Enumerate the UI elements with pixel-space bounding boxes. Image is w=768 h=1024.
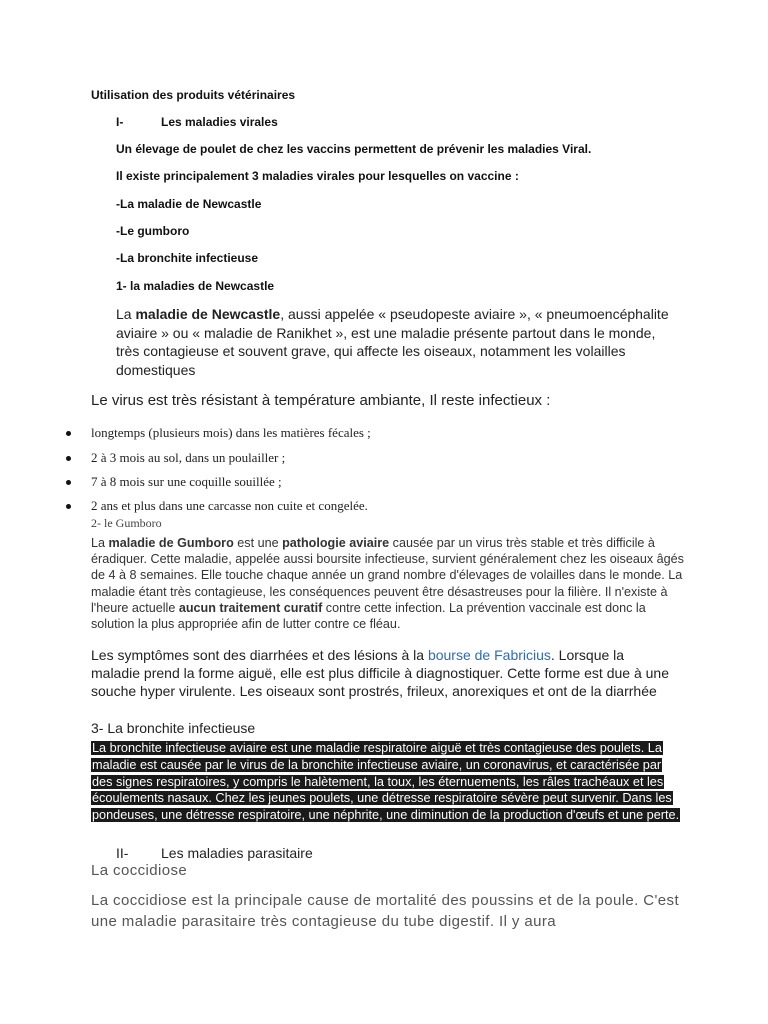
coccidiose-paragraph: La coccidiose est la principale cause de mortalité des poussins et de la poule. C'est une maladie parasitaire très contagieuse du tube digestif. Il y aura: [91, 892, 680, 930]
viral-diseases-intro: Il existe principalement 3 maladies virales pour lesquelles on vaccine :: [116, 169, 519, 183]
newcastle-bold-term: maladie de Newcastle: [135, 306, 281, 322]
document-title: Utilisation des produits vétérinaires: [91, 88, 296, 102]
disease-item-gumboro: -Le gumboro: [116, 224, 190, 238]
bronchite-heading: 3- La bronchite infectieuse: [91, 720, 256, 736]
virus-list-item: 7 à 8 mois sur une coquille souillée ;: [91, 474, 282, 489]
disease-item-newcastle: -La maladie de Newcastle: [116, 197, 262, 211]
bullet-dot: [66, 431, 71, 436]
bullet-dot: [66, 456, 71, 461]
newcastle-paragraph: La maladie de Newcastle, aussi appelée « pseudopeste aviaire », « pneumoencéphalite aviaire » ou « maladie de Ranikhet », est une maladie présente partout dans le monde, très contagieuse et souvent grave, qui affecte les oiseaux, notamment les volailles domestiques: [116, 306, 669, 378]
gumboro-paragraph: La maladie de Gumboro est une pathologie aviaire causée par un virus très stable et très difficile à éradiquer. Cette maladie, appelée aussi boursite infectieuse, survient généralement chez les oiseaux âgés de 4 à 8 semaines. Elle touche chaque année un grand nombre d'élevages de volailles dans le monde. La maladie étant très contagieuse, les conséquences peuvent être désastreuses pour la filière. Il n'existe à l'heure actuelle aucun traitement curatif contre cette infection. La prévention vaccinale est donc la solution la plus appropriée afin de lutter contre ce fléau.: [91, 536, 684, 632]
bullet-dot: [66, 504, 71, 509]
virus-list-item: 2 ans et plus dans une carcasse non cuite et congelée.: [91, 498, 368, 513]
symptoms-paragraph: Les symptômes sont des diarrhées et des lésions à la bourse de Fabricius. Lorsque la maladie prend la forme aiguë, elle est plus difficile à diagnostiquer. Cette forme est due à une souche hyper virulente. Les oiseaux sont prostrés, frileux, anorexiques et ont de la diarrhée: [91, 647, 669, 700]
coccidiose-title: La coccidiose: [91, 862, 188, 879]
section-1-title: Les maladies virales: [161, 115, 278, 129]
disease-item-bronchite: -La bronchite infectieuse: [116, 251, 259, 265]
virus-intro: Le virus est très résistant à température ambiante, Il reste infectieux :: [91, 392, 551, 409]
virus-list-item: 2 à 3 mois au sol, dans un poulailler ;: [91, 450, 286, 465]
section-2-number: II-: [116, 845, 129, 861]
selected-text[interactable]: La bronchite infectieuse aviaire est une maladie respiratoire aiguë et très contagieuse des poulets. La maladie est causée par le virus de la bronchite infectieuse aviaire, un coronavirus, et caractérisée par des signes respiratoires, y compris le halètement, la toux, les éternuements, les râles trachéaux et les écoulements nasaux. Chez les jeunes poulets, une détresse respiratoire sévère peut survenir. Dans les pondeuses, une détresse respiratoire, une néphrite, une diminution de la production d'œufs et une perte.: [92, 741, 680, 823]
virus-list-item: longtemps (plusieurs mois) dans les matières fécales ;: [91, 425, 371, 440]
bourse-fabricius-link[interactable]: bourse de Fabricius: [427, 647, 551, 663]
vaccine-intro-line: Un élevage de poulet de chez les vaccins permettent de prévenir les maladies Viral.: [116, 142, 592, 156]
no-cure-bold-term: aucun traitement curatif: [178, 600, 323, 615]
pathology-bold-term: pathologie aviaire: [282, 536, 390, 550]
gumboro-heading: 2- le Gumboro: [91, 516, 162, 530]
newcastle-subheading: 1- la maladies de Newcastle: [116, 279, 275, 293]
gumboro-bold-term: maladie de Gumboro: [108, 536, 234, 550]
bronchite-highlighted-paragraph: [91, 740, 681, 824]
section-1-number: I-: [116, 115, 124, 129]
section-2-title: Les maladies parasitaire: [161, 845, 313, 861]
bullet-dot: [66, 480, 71, 485]
